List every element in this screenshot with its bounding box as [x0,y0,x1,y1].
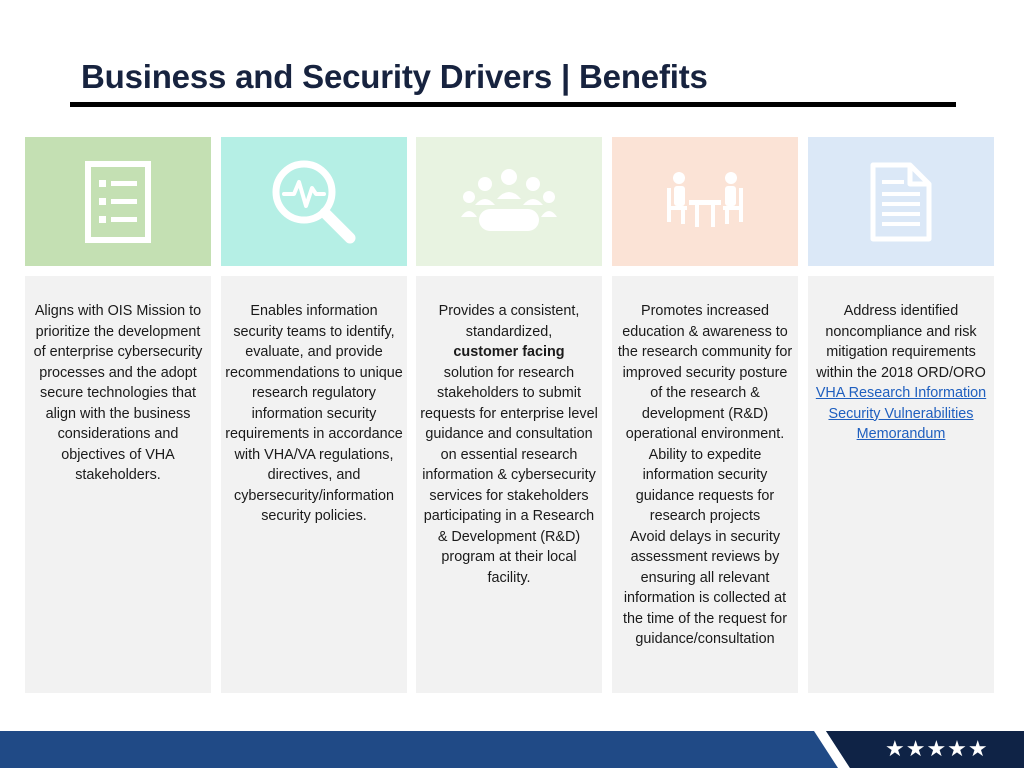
benefit-card-1 [25,276,211,693]
benefit-text-5-body: Address identified noncompliance and risk mitigation requirements within the 2018 ORD/ORO [816,303,986,381]
magnifier-pulse-icon [266,154,362,250]
tile-4 [612,137,798,266]
slide-title: Business and Security Drivers | Benefits [81,58,708,95]
footer-stars-icon: ★★★★★ [885,736,989,761]
benefit-text-4-body-2: Avoid delays in security assessment reviews by ensuring all relevant information is collected at the time of the request for guidance/consultation [623,528,787,647]
benefit-text-4 [612,301,798,650]
tile-5 [808,137,994,266]
benefit-card-4 [612,276,798,693]
tile-1 [25,137,211,266]
checklist-icon [83,160,153,244]
benefit-text-3-emphasis: customer facing [453,344,565,360]
group-meeting-icon [461,167,557,237]
benefit-text-3-body: solution for research stakeholders to submit requests for enterprise level guidance and consultation on essential research information & cybersecurity services for stakeholders participating in a Research & Development (R&D) program at their local facility. [420,364,598,586]
benefit-text-3 [416,301,602,588]
document-icon [870,162,932,242]
footer-accent [0,731,1024,768]
tile-3 [416,137,602,266]
benefit-text-4-body: Promotes increased education & awareness to the research community for improved security posture of the research & development (R&D) operational environment. Ability to expedite information security guidance requests for research projects [617,303,793,524]
benefit-card-2 [221,276,407,693]
benefit-text-1: Aligns with OIS Mission to prioritize the development of enterprise cybersecurity processes and the adopt secure technologies that align with the business considerations and objectives of VHA stakeholders. [33,303,203,483]
benefit-text-5 [808,301,994,445]
benefit-text-2: Enables information security teams to identify, evaluate, and provide recommendations to unique research regulatory information security requirements in accordance with VHA/VA regulations, directives, and cybersecurity/information security policies. [225,303,403,524]
benefit-card-3 [416,276,602,693]
memorandum-link[interactable]: VHA Research Information Security Vulnerabilities Memorandum [815,385,987,442]
two-people-table-icon [665,170,745,234]
tile-2 [221,137,407,266]
benefit-text-3-intro: Provides a consistent, standardized, [438,303,580,340]
benefit-card-5 [808,276,994,693]
title-underline [70,102,956,107]
